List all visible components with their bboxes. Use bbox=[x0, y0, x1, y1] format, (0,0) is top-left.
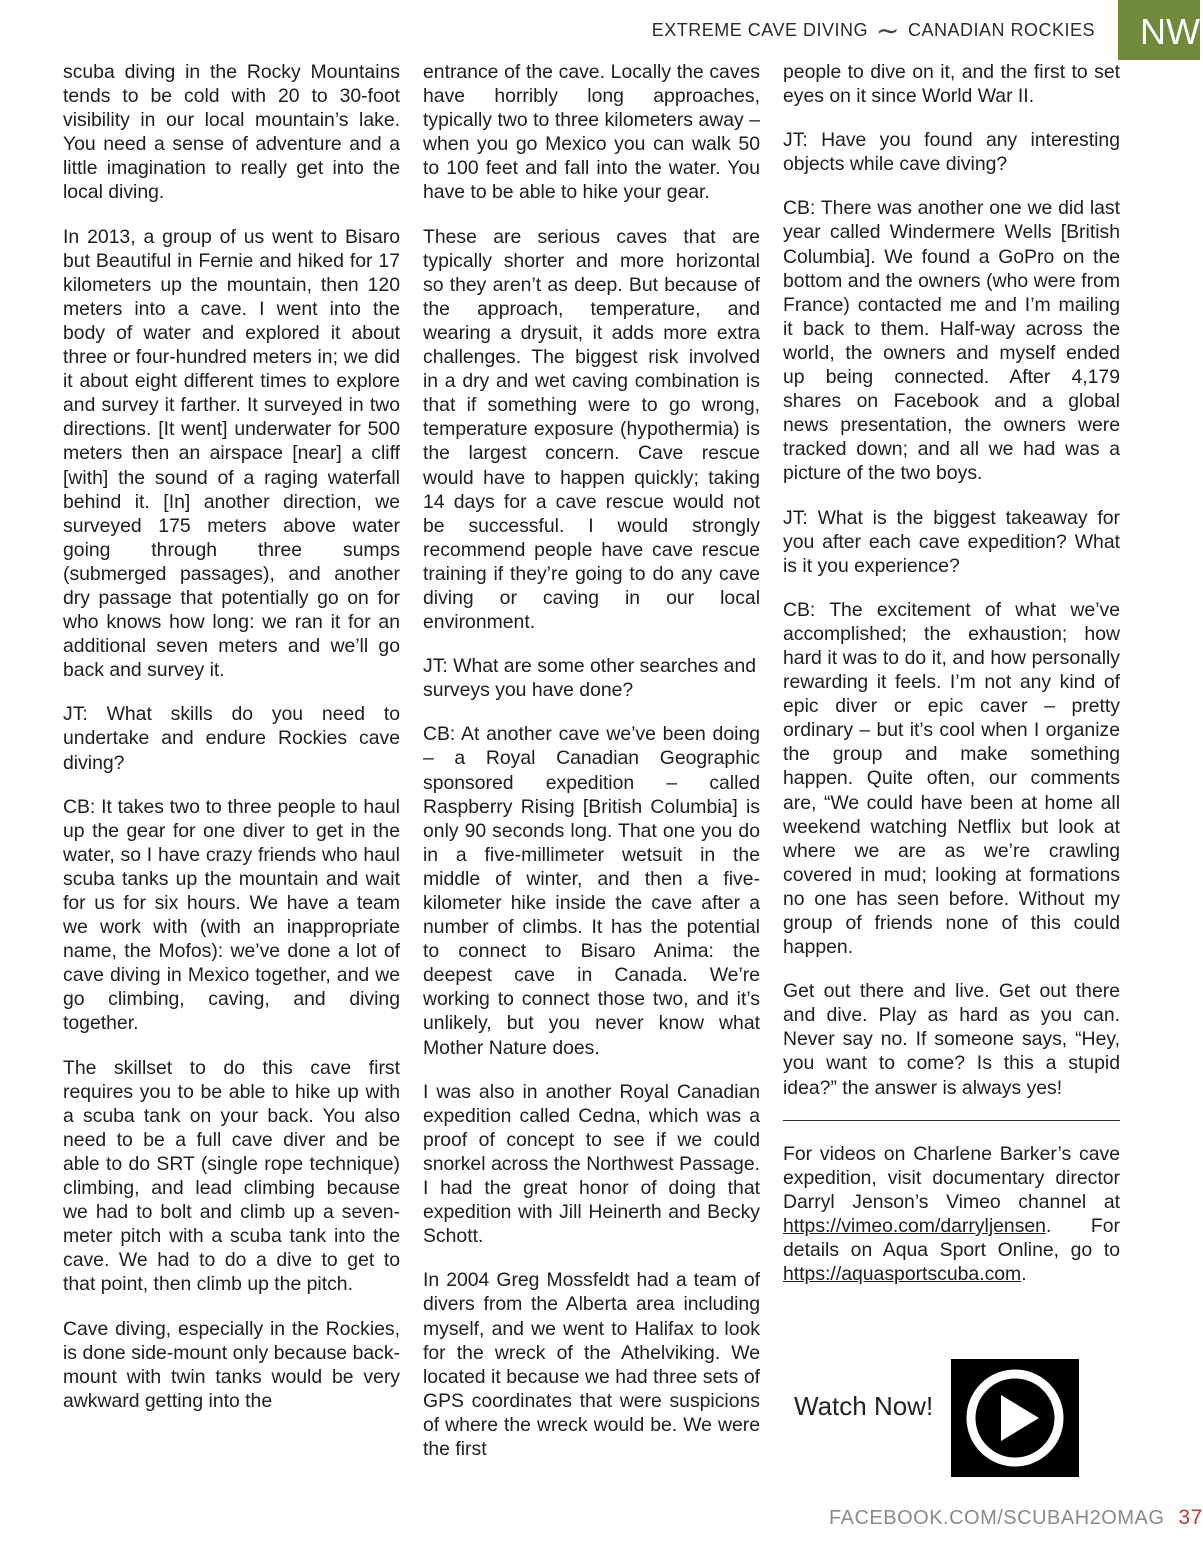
region-tab: NW bbox=[1118, 0, 1200, 60]
closing-paragraph: Get out there and live. Get out there and dive. Play as hard as you can. Never say no. If someone says, “Hey, you want to come? Is this a stupid idea?” the answer is always yes! bbox=[783, 980, 1120, 1099]
article-column-1 bbox=[63, 60, 400, 1433]
interview-question: JT: What are some other searches and surveys you have done? bbox=[423, 655, 757, 702]
paragraph: These are serious caves that are typically shorter and more horizontal so they aren’t as deep. But because of the approach, temperature, and wearing a drysuit, it adds more extra challenges. The biggest risk involved in a dry and wet caving combination is that if something were to go wrong, temperature exposure (hypothermia) is the largest concern. Cave rescue would have to happen quickly; taking 14 days for a cave rescue would not be successful. I would strongly recommend people have cave rescue training if they’re going to do any cave diving or caving in our local environment. bbox=[423, 225, 760, 634]
note-text: . For details on Aqua Sport Online, go to bbox=[783, 1214, 1120, 1262]
play-icon bbox=[951, 1359, 1079, 1477]
interview-answer: CB: It takes two to three people to haul up the gear for one diver to get in the water, so I have crazy friends who haul scuba tanks up the mountain and wait for us for six hours. We have a team we work with (with an inappropriate name, the Mofos): we’ve done a lot of cave diving in Mexico together, and we go climbing, caving, and diving together. bbox=[63, 795, 400, 1035]
watch-now-button[interactable] bbox=[951, 1359, 1079, 1477]
sidebar-note bbox=[783, 1142, 1120, 1287]
paragraph: In 2004 Greg Mossfeldt had a team of divers from the Alberta area including myself, and we went to Halifax to look for the wreck of the Athelviking. We located it because we had three sets of GPS coordinates that were suspicions of where the wreck would be. We were the first bbox=[423, 1269, 760, 1460]
article-column-3 bbox=[783, 60, 1120, 1306]
paragraph: The skillset to do this cave first requires you to be able to hike up with a scuba tank on your back. You also need to be a full cave diver and be able to do SRT (single rope technique) climbing, and lead climbing because we had to bolt and climb up a seven-meter pitch with a scuba tank into the cave. We had to do a dive to get to that point, then climb up the pitch. bbox=[63, 1056, 400, 1296]
interview-answer: CB: At another cave we’ve been doing – a Royal Canadian Geographic sponsored expedition – called Raspberry Rising [British Columbia] is only 90 seconds long. That one you do in a five-millimeter wetsuit in the middle of winter, and then a five-kilometer hike inside the cave after a number of climbs. It has the potential to connect to Bisaro Anima: the deepest cave in Canada. We’re working to connect those two, and it’s unlikely, but you never know what Mother Nature does. bbox=[423, 723, 760, 1059]
interview-answer: CB: There was another one we did last year called Windermere Wells [British Columbia]. We found a GoPro on the bottom and the owners (who were from France) contacted me and I’m mailing it back to them. Half-way across the world, the owners and myself ended up being connected. After 4,179 shares on Facebook and a global news presentation, the owners were tracked down; and all we had was a picture of the two boys. bbox=[783, 197, 1120, 485]
paragraph: scuba diving in the Rocky Mountains tends to be cold with 20 to 30-foot visibility in our local mountain’s lake. You need a sense of adventure and a little imagination to really get into the local diving. bbox=[63, 61, 400, 204]
paragraph: entrance of the cave. Locally the caves have horribly long approaches, typically two to three kilometers away – when you go Mexico you can walk 50 to 100 feet and fall into the water. You have to be able to hike your gear. bbox=[423, 61, 760, 204]
section-header bbox=[651, 14, 1095, 46]
page-number: 37 bbox=[1178, 1506, 1203, 1529]
note-text: For videos on Charlene Barker’s cave expedition, visit documentary director Darryl Jenson’s Vimeo channel at bbox=[783, 1142, 1120, 1213]
article-column-2 bbox=[423, 60, 760, 1481]
vimeo-link[interactable]: https://vimeo.com/darryljensen bbox=[783, 1214, 1046, 1237]
paragraph: In 2013, a group of us went to Bisaro but Beautiful in Fernie and hiked for 17 kilometers up the mountain, then 120 meters into a cave. I went into the body of water and explored it about three or four-hundred meters in; we did it about eight different times to explore and survey it farther. It surveyed in two directions. [It went] underwater for 500 meters then an airspace [near] a cliff [with] the sound of a raging waterfall behind it. [In] another direction, we surveyed 175 meters above water going through three sumps (submerged passages), and another dry passage that potentially go on for who knows how long: we ran it for an additional seven meters and we’ll go back and survey it. bbox=[63, 225, 400, 682]
interview-question: JT: What skills do you need to undertake and endure Rockies cave diving? bbox=[63, 703, 400, 774]
section-title-left: EXTREME CAVE DIVING bbox=[651, 20, 868, 40]
divider bbox=[783, 1120, 1120, 1121]
page-footer bbox=[829, 1506, 1203, 1530]
section-title-right: CANADIAN ROCKIES bbox=[907, 20, 1095, 40]
interview-question: JT: What is the biggest takeaway for you after each cave expedition? What is it you experience? bbox=[783, 506, 1120, 577]
paragraph: people to dive on it, and the first to set eyes on it since World War II. bbox=[783, 61, 1120, 108]
interview-answer: CB: The excitement of what we’ve accomplished; the exhaustion; how hard it was to do it, and how personally rewarding it feels. I’m not any kind of epic diver or epic caver – pretty ordinary – but it’s cool when I organize the group and make something happen. Quite often, our comments are, “We could have been at home all weekend watching Netflix but look at where we are as we’re crawling covered in mud; looking at formations no one has seen before. Without my group of friends none of this could happen. bbox=[783, 598, 1120, 959]
watch-now-label[interactable]: Watch Now! bbox=[794, 1391, 934, 1421]
tilde-separator-icon: ∼ bbox=[875, 14, 900, 46]
footer-site[interactable]: FACEBOOK.COM/SCUBAH2OMAG bbox=[829, 1507, 1165, 1529]
interview-question: JT: Have you found any interesting objects while cave diving? bbox=[783, 129, 1120, 176]
note-text: . bbox=[1021, 1263, 1027, 1286]
paragraph: Cave diving, especially in the Rockies, is done side-mount only because back-mount with twin tanks would be very awkward getting into the bbox=[63, 1317, 400, 1412]
paragraph: I was also in another Royal Canadian expedition called Cedna, which was a proof of concept to see if we could snorkel across the Northwest Passage. I had the great honor of doing that expedition with Jill Heinerth and Becky Schott. bbox=[423, 1080, 760, 1248]
aquasport-link[interactable]: https://aquasportscuba.com bbox=[783, 1263, 1022, 1286]
